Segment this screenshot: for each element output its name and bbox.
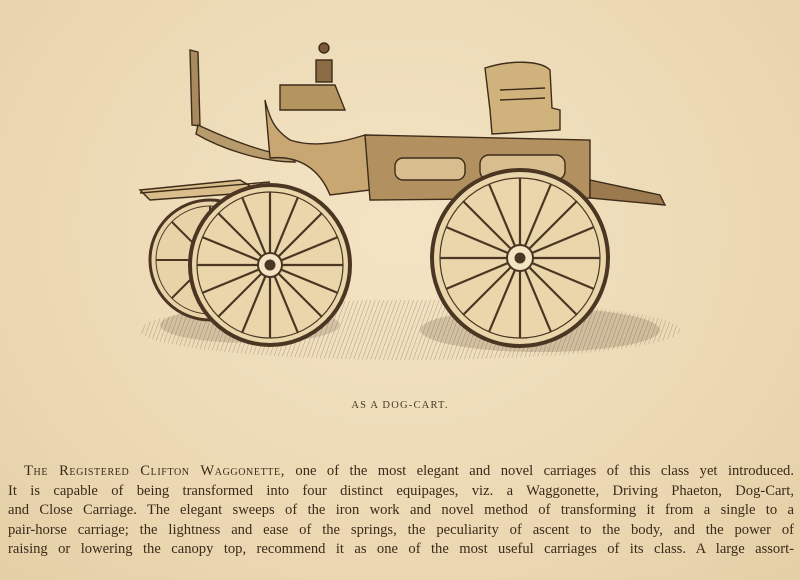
paragraph-line-5: raising or lowering the canopy top, recommend it as one of the most useful carriages of its class. A large assort- <box>8 541 794 557</box>
figure-caption: AS A DOG-CART. <box>351 400 449 411</box>
paragraph-line-1: The Registered Clifton Waggonette, one of the most elegant and novel carriages of this class yet introduced. <box>24 463 794 479</box>
paragraph-line-3: and Close Carriage. The elegant sweeps of the iron work and novel method of transforming it from a single to a <box>8 502 794 518</box>
carriage-body <box>140 43 665 205</box>
description-paragraph <box>8 462 794 560</box>
rear-wheel <box>432 170 608 346</box>
front-wheel <box>190 185 350 345</box>
paragraph-line-2: It is capable of being transformed into four distinct equipages, viz. a Waggonette, Driving Phaeton, Dog-Cart, <box>8 482 794 499</box>
paragraph-line-4: pair-horse carriage; the lightness and ease of the springs, the peculiarity of ascent to the body, and the power of <box>8 521 794 538</box>
product-name: The Registered Clifton Waggonette, <box>24 463 285 479</box>
dog-cart-illustration <box>120 30 680 370</box>
